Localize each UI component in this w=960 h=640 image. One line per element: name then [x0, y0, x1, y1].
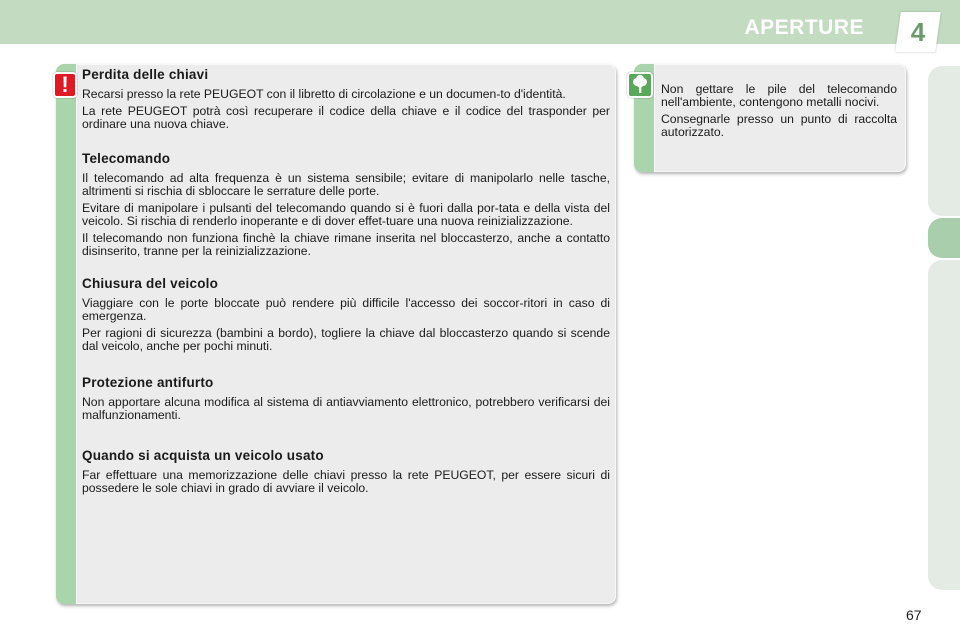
eco-content [661, 83, 897, 143]
warning-content [82, 67, 610, 499]
section-heading: Chiusura del veicolo [82, 276, 219, 291]
exclamation-icon: ! [53, 72, 77, 98]
chapter-number: 4 [910, 17, 926, 47]
tree-icon [627, 72, 653, 98]
paragraph: Far effettuare una memorizzazione delle chiavi presso la rete PEUGEOT, per essere sicuri di possedere le sole chiavi in grado di avviare il veicolo. [82, 468, 610, 495]
section-heading: Telecomando [82, 151, 171, 166]
paragraph: Per ragioni di sicurezza (bambini a bordo), togliere la chiave dal bloccasterzo quando si scende dal veicolo, anche per pochi minuti. [82, 326, 610, 353]
section-used-vehicle [82, 448, 610, 495]
page-number: 67 [906, 607, 922, 623]
side-tab[interactable] [928, 66, 960, 216]
paragraph: Non gettare le pile del telecomando nell'ambiente, contengono metalli nocivi. [661, 82, 897, 109]
section-antitheft [82, 375, 610, 422]
side-tab-active[interactable] [928, 218, 960, 258]
paragraph: Consegnarle presso un punto di raccolta autorizzato. [661, 112, 897, 139]
section-heading: Protezione antifurto [82, 375, 214, 390]
section-locking [82, 276, 610, 353]
side-tab[interactable] [928, 260, 960, 590]
section-remote [82, 151, 610, 258]
paragraph: Il telecomando non funziona finchè la chiave rimane inserita nel bloccasterzo, anche a contatto disinserito, tranne per la reinizializzazione. [82, 231, 610, 258]
paragraph: Non apportare alcuna modifica al sistema di antiavviamento elettronico, potrebbero verificarsi dei malfunzionamenti. [82, 395, 610, 422]
paragraph: Evitare di manipolare i pulsanti del telecomando quando si è fuori dalla por-tata e della vista del veicolo. Si rischia di renderlo inoperante e di dover effet-tuare una nuova reinizializzazione. [82, 201, 610, 228]
paragraph: Recarsi presso la rete PEUGEOT con il libretto di circolazione e un documen-to d'identità. [82, 87, 566, 101]
section-lost-keys [82, 67, 610, 131]
paragraph: Il telecomando ad alta frequenza è un sistema sensibile; evitare di manipolarlo nelle tasche, altrimenti si rischia di sbloccare le serrature delle porte. [82, 171, 610, 198]
section-heading: Quando si acquista un veicolo usato [82, 448, 324, 463]
paragraph: Viaggiare con le porte bloccate può rendere più difficile l'accesso dei soccor-ritori in caso di emergenza. [82, 296, 610, 323]
tree-icon-graphic [629, 74, 651, 96]
section-heading: Perdita delle chiavi [82, 67, 209, 82]
paragraph: La rete PEUGEOT potrà così recuperare il codice della chiave e il codice del trasponder per ordinare una nuova chiave. [82, 104, 610, 131]
chapter-title: APERTURE [744, 16, 864, 39]
